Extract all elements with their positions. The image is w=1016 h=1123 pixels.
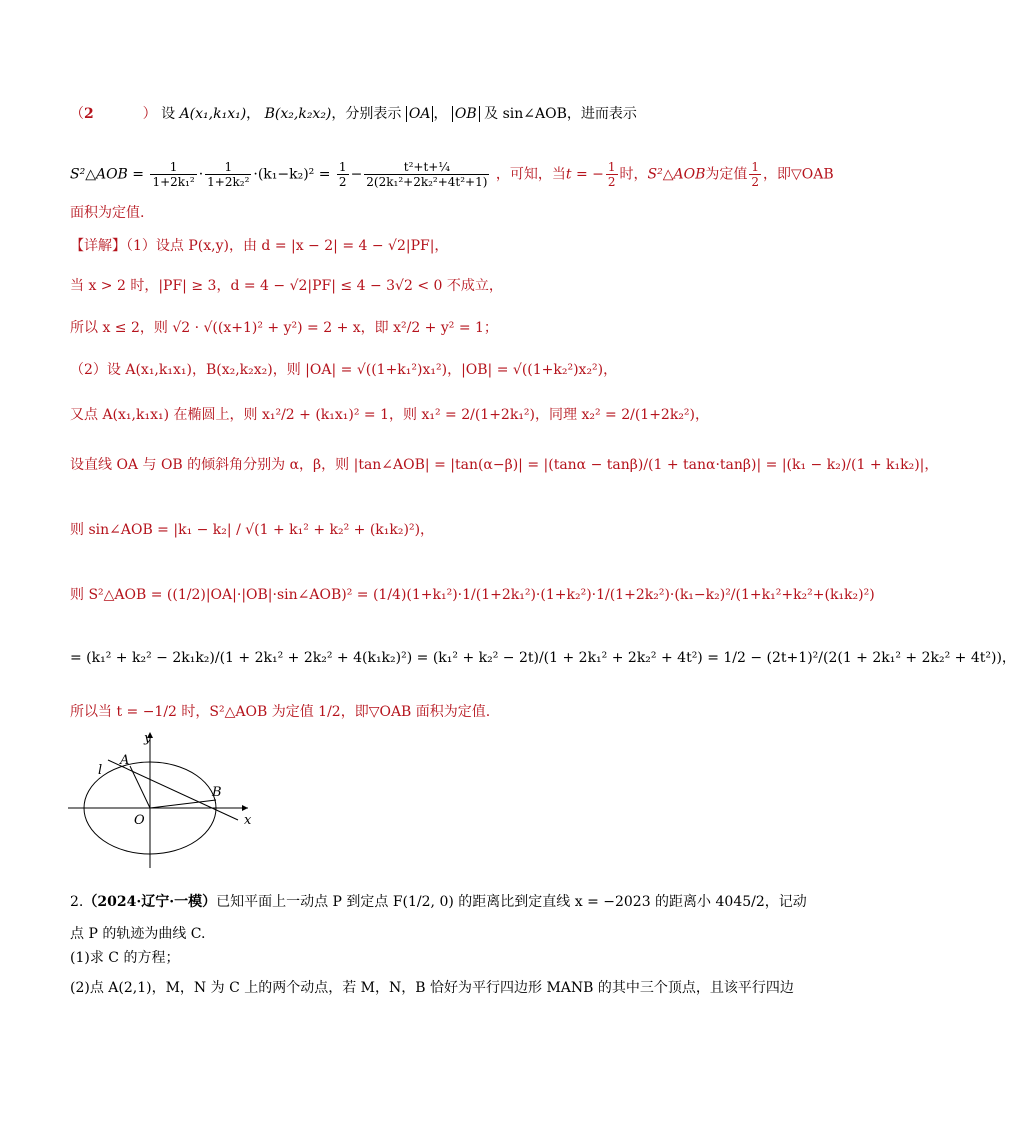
half-den: 2 — [607, 175, 616, 189]
detail-text: （1）设点 P(x,y)，由 d = |x − 2| = 4 − √2|PF|， — [126, 238, 449, 254]
line-sin-aob: 则 sin∠AOB = |k₁ − k₂| / √(1 + k₁² + k₂² + (k₁k₂)²)， — [70, 522, 435, 538]
question-number: 2. — [70, 894, 84, 910]
text-when: 时， — [619, 166, 648, 183]
label-a: A — [120, 753, 130, 768]
line-oa-ob: （2）设 A(x₁,k₁x₁)，B(x₂,k₂x₂)，则 |OA| = √((1+k₁²)x₁²)，|OB| = √((1+k₂²)x₂²)， — [70, 362, 618, 378]
text-end: ，即▽OAB — [763, 166, 834, 183]
line-area-simplify: = (k₁² + k₂² − 2k₁k₂)/(1 + 2k₁² + 2k₂² + 4(k₁k₂)²) = (k₁² + k₂² − 2t)/(1 + 2k₁² + 2k₂² + 4t²) = 1/2 − (2t+1)²/(2(1 + 2k₁² + 2k₂² + 4t²))， — [70, 650, 1016, 666]
text-and-sin: 及 sin∠AOB，进而表示 — [484, 106, 637, 122]
solution-part2-header — [70, 104, 754, 124]
area-squared: S²△AOB = — [70, 166, 145, 183]
label-b: B — [212, 785, 222, 800]
segment-ob — [150, 800, 216, 808]
line-conclusion: 所以当 t = −1/2 时，S²△AOB 为定值 1/2，即▽OAB 面积为定值. — [70, 704, 491, 720]
comma: ， — [433, 106, 448, 122]
abs-ob: OB — [452, 106, 480, 122]
text-let: 设 — [161, 106, 176, 122]
t-value: t = − — [565, 166, 604, 183]
text-represent: ，分别表示 — [331, 106, 402, 122]
detail-tag: 【详解】 — [70, 238, 126, 254]
segment-oa — [130, 766, 150, 808]
comma: ， — [246, 106, 261, 122]
point-b: B(x₂,k₂x₂) — [264, 106, 332, 122]
line-area-expand: 则 S²△AOB = ((1/2)|OA|·|OB|·sin∠AOB)² = (1/4)(1+k₁²)·1/(1+2k₁²)·(1+k₂²)·1/(1+2k₂²)·(k₁−k₂)²/(1+k₁²+k₂²+(k₁k₂)²) — [70, 587, 875, 603]
abs-oa: OA — [406, 106, 434, 122]
line-point-on-ellipse: 又点 A(x₁,k₁x₁) 在椭圆上，则 x₁²/2 + (k₁x₁)² = 1，则 x₁² = 2/(1+2k₁²)，同理 x₂² = 2/(1+2k₂²)， — [70, 407, 710, 423]
paren-close: ） — [142, 106, 157, 122]
question-part-2: (2)点 A(2,1)，M，N 为 C 上的两个动点，若 M，N，B 恰好为平行四边形 MANB 的其中三个顶点，且该平行四边 — [70, 980, 794, 996]
area-fixed-text: 面积为定值. — [70, 205, 145, 221]
ellipse-figure — [68, 728, 264, 868]
question-2 — [70, 892, 807, 912]
question-text: 已知平面上一动点 P 到定点 F(1/2, 0) 的距离比到定直线 x = −2023 的距离小 4045/2，记动 — [216, 894, 807, 910]
line-ellipse-eq: 所以 x ≤ 2，则 √2 · √((x+1)² + y²) = 2 + x，即 x²/2 + y² = 1； — [70, 320, 498, 336]
label-x: x — [244, 813, 252, 828]
area-squared-2: S²△AOB — [647, 166, 706, 183]
label-o: O — [134, 813, 145, 828]
line-x-gt-2: 当 x > 2 时，|PF| ≥ 3，d = 4 − √2|PF| ≤ 4 − 3√2 < 0 不成立， — [70, 278, 503, 294]
line-tan-aob: 设直线 OA 与 OB 的倾斜角分别为 α，β，则 |tan∠AOB| = |tan(α−β)| = |(tanα − tanβ)/(1 + tanα·tanβ)| = |(k₁ − k₂)/(1 + k₁k₂)|， — [70, 457, 939, 473]
question-source: （2024·辽宁·一模） — [83, 894, 217, 910]
half-num: 1 — [607, 160, 616, 174]
label-y: y — [144, 731, 152, 746]
question-text-cont: 点 P 的轨迹为曲线 C. — [70, 926, 206, 942]
question-part-1: (1)求 C 的方程； — [70, 950, 180, 966]
paren-open: （ — [70, 106, 84, 122]
point-a: A(x₁,k₁x₁) — [179, 106, 247, 122]
text-fixed: 为定值 — [705, 166, 748, 183]
x-arrow-icon — [242, 805, 248, 811]
formula-line-area: S²△AOB = $\frac{1}{\text{1+2k₁²}}$ · $\frac{1}{\text{1+2k₂²}}$ ·(k₁−k₂)² = $\frac{1}{2}$ − $\frac{\text{t²+t+¼}}{\text{2(2k₁²+2k₂²+4t²+1)}}$ ，可知，当t = − $\frac{1}{2}$ 时，S²△AOB为定值 $\frac{1}{2}$ ，即▽OAB — [70, 160, 834, 189]
label-l: l — [98, 763, 103, 778]
detail-part1 — [70, 236, 754, 256]
text-then: ，可知，当 — [495, 166, 566, 183]
part-number: 2 — [84, 106, 94, 122]
